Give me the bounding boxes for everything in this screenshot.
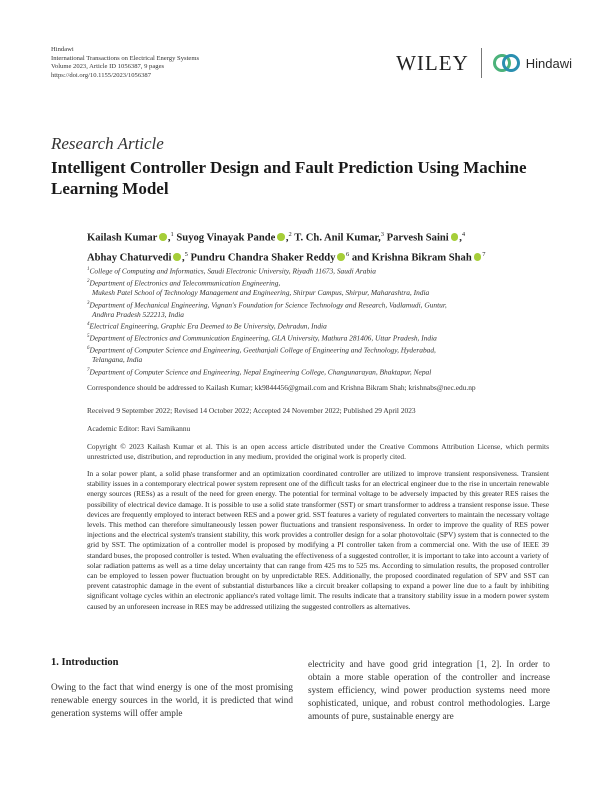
orcid-icon[interactable] — [474, 253, 482, 261]
abstract: In a solar power plant, a solid phase transformer and an optimization coordinated controller are utilized to improve transient responsiveness. Transient stability issues in a contemporary electrical power system represent one of the difficult tasks for an electrical engineer due to the rise in uncertain renewable energy sources (RESs) as a result of the need for green energy. The potential for terminal voltage to be adversely impacted by this greater RES raises the possibility of electrical device damage. It is possible to use a solid state transformer (SST) or smart transformer to address a transient response issue. These devices are frequently employed to interact between RES and a power grid. SST features a variety of regulated converters to maintain the necessary voltage levels. This method can therefore simultaneously lessen power fluctuations and transient responsiveness. In order to improve the quality of RES power injections and the electrical system's transient stability, this work provides a controller design for a solar photovoltaic (SPV) system that is connected to the grid by SST. The optimization of a controller model is proposed by modifying a PI controller taken from a commercial one. With the use of IEEE 39 standard buses, the proposed controller is tested. When evaluating the effectiveness of a suggested controller, it is important to take into account a variety of solar radiation patterns as well as a time delay uncertainty that can range from 425 ms to 525 ms. According to simulation results, the proposed controller can be employed to lessen power fluctuation brought on by unpredictable RES. Additionally, the proposed coordinated regulation of SPV and SST can prevent catastrophic damage in the event of substantial disturbances like a circuit breaker collapsing to expand a power line due to a fault by inhibiting significant voltage cycles within an electronic appliance's rated voltage limit. The results indicate that a transitory stability issue in a modern power system caused by an unforeseen increase in RES may be addressed utilizing the suggested controllers as alternatives. — [87, 469, 549, 611]
section-heading: 1. Introduction — [51, 657, 119, 668]
author-name[interactable]: Parvesh Saini — [386, 232, 449, 244]
author-affiliation-mark: 6 — [345, 251, 350, 259]
author-affiliation-mark: 2 — [288, 231, 292, 238]
publisher-brand — [396, 44, 572, 82]
author-name[interactable]: Suyog Vinayak Pande — [176, 232, 276, 244]
author-affiliation-mark: 5 — [184, 251, 188, 259]
article-type: Research Article — [51, 134, 164, 153]
author-name[interactable]: Kailash Kumar — [87, 232, 158, 244]
affiliation-mark: 4 — [87, 322, 90, 328]
meta-line: Hindawi — [51, 46, 74, 53]
wiley-logo: WILEY — [396, 50, 469, 75]
affiliation-item: $^2$Department of Electronics and Telecommunication Engineering, — [87, 278, 281, 288]
affiliation-list — [87, 265, 557, 377]
orcid-icon[interactable] — [451, 233, 459, 241]
orcid-icon[interactable] — [173, 253, 181, 261]
affiliation-mark: 1 — [87, 267, 90, 272]
copyright-notice: Copyright © 2023 Kailash Kumar et al. This is an open access article distributed under the Creative Commons Attribution License, which permits unrestricted use, distribution, and reproduction in any medium, provided the original work is properly cited. — [87, 442, 549, 462]
affiliation-item: $^7$Department of Computer Science and Engineering, Nepal Engineering College, Changunarayan, Bhaktapur, Nepal — [87, 367, 432, 377]
affiliation-item: Mukesh Patel School of Technology Management and Engineering, Shirpur Campus, Shirpur, Maharashtra, India — [92, 288, 430, 298]
hindawi-rings-icon — [492, 52, 522, 74]
author-affiliation-mark: 3 — [380, 231, 384, 238]
affiliation-mark: 3 — [87, 300, 90, 306]
orcid-icon[interactable] — [277, 233, 285, 241]
intro-column-left: Owing to the fact that wind energy is one of the most promising renewable energy sources in the world, it is predicted that wind generation systems will offer ample — [51, 682, 293, 718]
orcid-icon[interactable] — [159, 233, 167, 241]
author-affiliation-mark: 4 — [461, 231, 466, 238]
affiliation-item: $^6$Department of Computer Science and Engineering, Geethanjali College of Engineering and Technology, Hyderabad, — [87, 345, 436, 355]
doi-link[interactable]: https://doi.org/10.1155/2023/1056387 — [51, 71, 152, 79]
affiliation-item: $^1$College of Computing and Informatics, Saudi Electronic University, Riyadh 11673, Saudi Arabia — [87, 266, 376, 276]
correspondence: Correspondence should be addressed to Kailash Kumar; kk9844456@gmail.com and Krishna Bikram Shah; krishnabs@nec.edu.np — [87, 383, 476, 392]
author-affiliation-mark: 7 — [482, 251, 486, 259]
orcid-icon[interactable] — [337, 253, 345, 261]
hindawi-logo — [492, 52, 572, 74]
journal-meta — [51, 46, 199, 80]
hindawi-wordmark: Hindawi — [525, 55, 572, 71]
author-affiliation-mark: 1 — [170, 231, 174, 238]
article-title: Intelligent Controller Design and Fault Prediction Using Machine Learning Model — [51, 158, 527, 198]
author-name[interactable]: Abhay Chaturvedi — [87, 252, 172, 264]
academic-editor: Academic Editor: Ravi Samikannu — [87, 424, 191, 433]
author-name[interactable]: Krishna Bikram Shah — [371, 252, 472, 264]
meta-line: Volume 2023, Article ID 1056387, 9 pages — [51, 63, 165, 71]
affiliation-item: $^5$Department of Electronics and Communication Engineering, GLA University, Mathura 281406, Uttar Pradesh, India — [87, 333, 437, 343]
affiliation-item: Andhra Pradesh 522213, India — [92, 310, 184, 320]
publication-dates: Received 9 September 2022; Revised 14 October 2022; Accepted 24 November 2022; Published 29 April 2023 — [87, 406, 416, 415]
affiliation-item: $^4$Electrical Engineering, Graphic Era Deemed to Be University, Dehradun, India — [87, 321, 327, 331]
author-list: Kailash Kumar ,$^1$ Suyog Vinayak Pande ,$^2$ T. Ch. Anil Kumar,$^3$ Parvesh Saini ,$^4$ Abhay Chaturvedi ,$^5$ Pundru Chandra Shaker Reddy $^6$ and Krishna Bikram Shah $^7$ — [87, 231, 486, 264]
affiliation-mark: 2 — [87, 278, 90, 284]
affiliation-mark: 7 — [87, 367, 90, 373]
affiliation-item: $^3$Department of Mechanical Engineering, Vignan's Foundation for Science Technology and Research, Vadlamudi, Guntur, — [87, 300, 447, 310]
affiliation-mark: 5 — [87, 334, 90, 340]
brand-divider — [481, 48, 482, 78]
author-name[interactable]: Pundru Chandra Shaker Reddy — [190, 252, 336, 264]
author-name[interactable]: T. Ch. Anil Kumar — [294, 232, 379, 244]
affiliation-mark: 6 — [87, 345, 90, 351]
meta-line: International Transactions on Electrical Energy Systems — [51, 54, 200, 62]
intro-column-right: electricity and have good grid integration [1, 2]. In order to obtain a more stable operation of the controller and increase system efficiency, wind power production systems need more sophisticated, unique, and robust control methodologies. Large amounts of pure, sustainable energy are — [308, 659, 550, 721]
affiliation-item: Telangana, India — [92, 355, 143, 365]
